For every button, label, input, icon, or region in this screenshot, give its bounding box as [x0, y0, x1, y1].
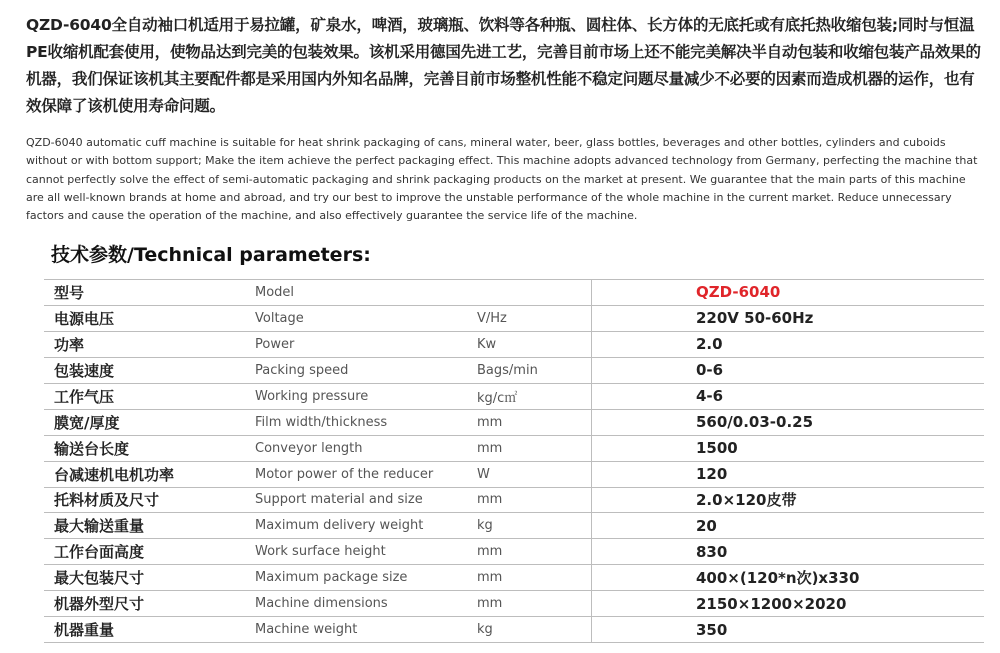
table-row: [44, 539, 984, 565]
param-name-en: Support material and size: [255, 487, 477, 513]
param-name-en: Machine dimensions: [255, 591, 477, 617]
param-value: 220V 50-60Hz: [592, 305, 985, 331]
param-name-en: Power: [255, 331, 477, 357]
param-name-en: Voltage: [255, 305, 477, 331]
param-value: 20: [592, 513, 985, 539]
param-value: 350: [592, 617, 985, 643]
param-name-cn: 电源电压: [44, 305, 255, 331]
param-name-cn: 最大包装尺寸: [44, 565, 255, 591]
param-name-en: Machine weight: [255, 617, 477, 643]
param-value: 1500: [592, 435, 985, 461]
param-value: 400×(120*n次)x330: [592, 565, 985, 591]
param-value: 120: [592, 461, 985, 487]
param-name-en: Maximum package size: [255, 565, 477, 591]
param-name-cn: 最大输送重量: [44, 513, 255, 539]
description-english: QZD-6040 automatic cuff machine is suitable for heat shrink packaging of cans, mineral water, beer, glass bottles, beverages and other bottles, cylinders and cuboids without or with bottom support; Make the item achieve the perfect packaging effect. This machine adopts advanced technology from Germany, perfecting the machine that cannot perfectly solve the effect of semi-automatic packaging and shrink packaging products on the market at present. We guarantee that the main parts of this machine are all well-known brands at home and abroad, and try our best to improve the unstable performance of the whole machine in the current market. Reduce unnecessary factors and cause the operation of the machine, and also effectively guarantee the service life of the machine.: [26, 136, 978, 223]
table-row: [44, 513, 984, 539]
param-name-cn: 膜宽/厚度: [44, 409, 255, 435]
param-unit: mm: [477, 591, 592, 617]
param-unit: kg: [477, 617, 592, 643]
param-unit: Bags/min: [477, 357, 592, 383]
table-row: [44, 487, 984, 513]
param-value-model: QZD-6040: [592, 280, 985, 306]
param-name-en: Working pressure: [255, 383, 477, 409]
param-name-cn: 机器外型尺寸: [44, 591, 255, 617]
table-row: [44, 331, 984, 357]
param-unit: mm: [477, 487, 592, 513]
table-row: [44, 383, 984, 409]
param-unit: mm: [477, 565, 592, 591]
param-name-en: Model: [255, 280, 477, 306]
technical-parameters-table: [44, 279, 984, 643]
param-value: 2.0: [592, 331, 985, 357]
section-title: 技术参数/Technical parameters:: [51, 244, 371, 266]
table-row: [44, 357, 984, 383]
param-name-en: Maximum delivery weight: [255, 513, 477, 539]
table-row: [44, 461, 984, 487]
table-row: [44, 565, 984, 591]
param-name-cn: 包装速度: [44, 357, 255, 383]
param-name-cn: 输送台长度: [44, 435, 255, 461]
param-name-en: Packing speed: [255, 357, 477, 383]
param-value: 0-6: [592, 357, 985, 383]
param-unit: mm: [477, 539, 592, 565]
param-unit: mm: [477, 435, 592, 461]
param-value: 4-6: [592, 383, 985, 409]
param-unit: [477, 280, 592, 306]
table-row: [44, 305, 984, 331]
param-name-cn: 台减速机电机功率: [44, 461, 255, 487]
param-name-cn: 托料材质及尺寸: [44, 487, 255, 513]
table-row: [44, 409, 984, 435]
param-name-en: Work surface height: [255, 539, 477, 565]
table-row: [44, 435, 984, 461]
table-row: [44, 280, 984, 306]
param-name-en: Conveyor length: [255, 435, 477, 461]
param-value: 830: [592, 539, 985, 565]
param-unit: kg: [477, 513, 592, 539]
table-row: [44, 591, 984, 617]
table-row: [44, 617, 984, 643]
param-name-cn: 型号: [44, 280, 255, 306]
param-unit: mm: [477, 409, 592, 435]
param-name-cn: 工作气压: [44, 383, 255, 409]
param-unit: kg/c㎡: [477, 383, 592, 409]
param-value: 560/0.03-0.25: [592, 409, 985, 435]
description-chinese: QZD-6040全自动袖口机适用于易拉罐，矿泉水，啤酒，玻璃瓶、饮料等各种瓶、圆柱体、长方体的无底托或有底托热收缩包装;同时与恒温PE收缩机配套使用，使物品达到完美的包装效果。该机采用德国先进工艺，完善目前市场上还不能完美解决半自动包装和收缩包装产品效果的机器，我们保证该机其主要配件都是采用国内外知名品牌，完善目前市场整机性能不稳定问题尽量减少不必要的因素而造成机器的运作，也有效保障了该机使用寿命问题。: [26, 16, 981, 115]
param-value: 2150×1200×2020: [592, 591, 985, 617]
param-unit: V/Hz: [477, 305, 592, 331]
param-name-cn: 功率: [44, 331, 255, 357]
param-name-cn: 工作台面高度: [44, 539, 255, 565]
param-unit: Kw: [477, 331, 592, 357]
param-name-cn: 机器重量: [44, 617, 255, 643]
param-value: 2.0×120皮带: [592, 487, 985, 513]
param-name-en: Motor power of the reducer: [255, 461, 477, 487]
param-unit: W: [477, 461, 592, 487]
param-name-en: Film width/thickness: [255, 409, 477, 435]
